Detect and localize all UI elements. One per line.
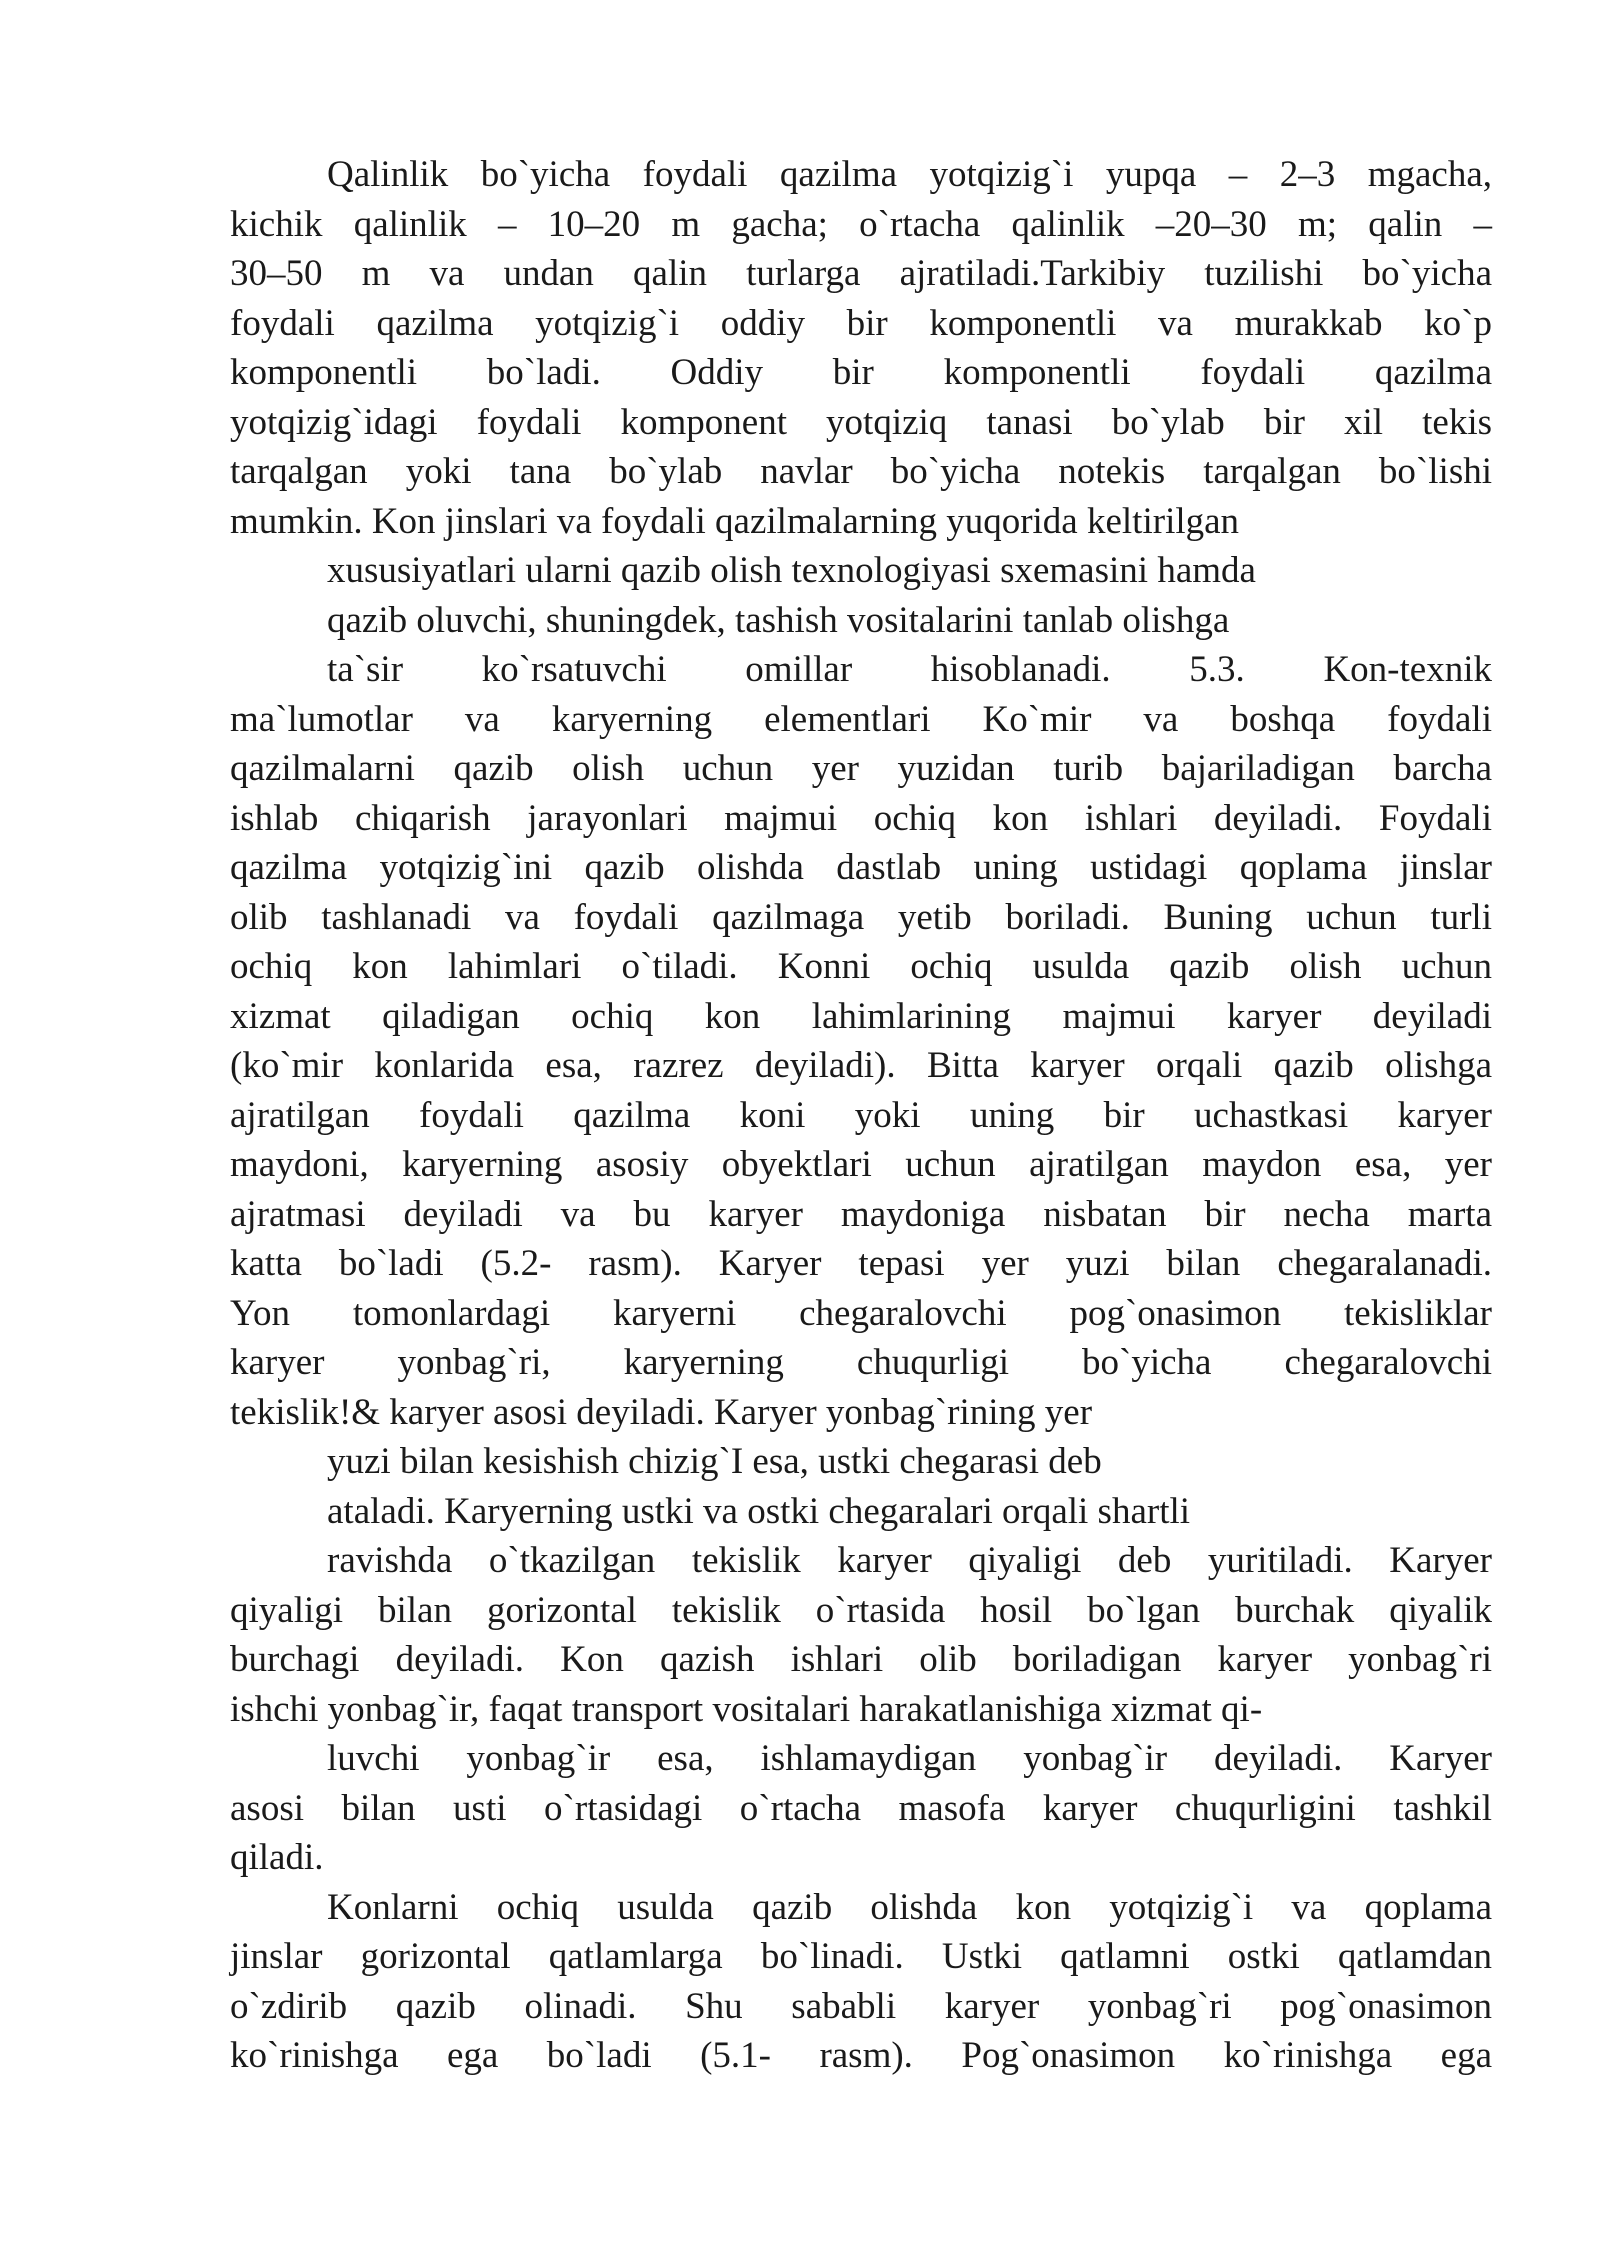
text-line: ravishda o`tkazilgan tekislik karyer qiyaligi deb yuritiladi. Karyer xyxy=(327,1540,1492,1581)
text-line: xususiyatlari ularni qazib olish texnologiyasi sxemasini hamda xyxy=(327,550,1256,591)
text-line: qiyaligi bilan gorizontal tekislik o`rtasida hosil bo`lgan burchak qiyalik xyxy=(230,1589,1492,1631)
text-line: maydoni, karyerning asosiy obyektlari uchun ajratilgan maydon esa, yer xyxy=(230,1144,1492,1185)
text-line: karyer yonbag`ri, karyerning chuqurligi bo`yicha chegaralovchi xyxy=(230,1342,1492,1383)
text-line: xizmat qiladigan ochiq kon lahimlarining majmui karyer deyiladi xyxy=(230,995,1492,1037)
text-line: qiladi. xyxy=(230,1837,324,1878)
text-line: ishlab chiqarish jarayonlari majmui ochiq kon ishlari deyiladi. Foydali xyxy=(230,797,1492,839)
text-line: yotqizig`idagi foydali komponent yotqiziq tanasi bo`ylab bir xil tekis xyxy=(230,401,1492,443)
text-line: o`zdirib qazib olinadi. Shu sababli karyer yonbag`ri pog`onasimon xyxy=(230,1985,1492,2027)
text-line: jinslar gorizontal qatlamlarga bo`linadi. Ustki qatlamni ostki qatlamdan xyxy=(230,1936,1492,1977)
text-line: luvchi yonbag`ir esa, ishlamaydigan yonbag`ir deyiladi. Karyer xyxy=(327,1738,1492,1779)
text-line: ko`rinishga ega bo`ladi (5.1- rasm). Pog`onasimon ko`rinishga ega xyxy=(230,2035,1492,2076)
text-line: qazib oluvchi, shuningdek, tashish vositalarini tanlab olishga xyxy=(327,599,1230,641)
text-line: ajratmasi deyiladi va bu karyer maydoniga nisbatan bir necha marta xyxy=(230,1193,1492,1235)
text-line: ishchi yonbag`ir, faqat transport vositalari harakatlanishiga xizmat qi- xyxy=(230,1688,1263,1730)
document-page xyxy=(230,150,1492,2081)
text-line: 30–50 m va undan qalin turlarga ajratiladi.Tarkibiy tuzilishi bo`yicha xyxy=(230,253,1492,294)
text-line: Qalinlik bo`yicha foydali qazilma yotqizig`i yupqa – 2–3 mgacha, xyxy=(327,154,1492,195)
text-line: qazilma yotqizig`ini qazib olishda dastlab uning ustidagi qoplama jinslar xyxy=(230,847,1492,888)
text-line: (ko`mir konlarida esa, razrez deyiladi). Bitta karyer orqali qazib olishga xyxy=(230,1045,1492,1086)
text-line: mumkin. Kon jinslari va foydali qazilmalarning yuqorida keltirilgan xyxy=(230,500,1240,542)
text-line: komponentli bo`ladi. Oddiy bir komponentli foydali qazilma xyxy=(230,352,1492,393)
text-line: ma`lumotlar va karyerning elementlari Ko`mir va boshqa foydali xyxy=(230,698,1492,740)
text-line: yuzi bilan kesishish chizig`I esa, ustki chegarasi deb xyxy=(327,1441,1102,1482)
text-line: Konlarni ochiq usulda qazib olishda kon yotqizig`i va qoplama xyxy=(327,1886,1492,1928)
text-line: tarqalgan yoki tana bo`ylab navlar bo`yicha notekis tarqalgan bo`lishi xyxy=(230,451,1492,492)
text-line: ajratilgan foydali qazilma koni yoki uning bir uchastkasi karyer xyxy=(230,1094,1492,1136)
text-line: ataladi. Karyerning ustki va ostki chegaralari orqali shartli xyxy=(327,1490,1191,1532)
text-line: ochiq kon lahimlari o`tiladi. Konni ochiq usulda qazib olish uchun xyxy=(230,946,1492,987)
text-line: asosi bilan usti o`rtasidagi o`rtacha masofa karyer chuqurligini tashkil xyxy=(230,1787,1492,1829)
text-line: katta bo`ladi (5.2- rasm). Karyer tepasi yer yuzi bilan chegaralanadi. xyxy=(230,1243,1492,1284)
text-line: kichik qalinlik – 10–20 m gacha; o`rtacha qalinlik –20–30 m; qalin – xyxy=(230,203,1492,245)
text-line: burchagi deyiladi. Kon qazish ishlari olib boriladigan karyer yonbag`ri xyxy=(230,1639,1492,1680)
text-line: qazilmalarni qazib olish uchun yer yuzidan turib bajariladigan barcha xyxy=(230,748,1492,789)
text-line: ta`sir ko`rsatuvchi omillar hisoblanadi. 5.3. Kon-texnik xyxy=(327,649,1492,690)
text-line: foydali qazilma yotqizig`i oddiy bir komponentli va murakkab ko`p xyxy=(230,302,1492,344)
text-line: Yon tomonlardagi karyerni chegaralovchi pog`onasimon tekisliklar xyxy=(230,1292,1492,1334)
text-line: olib tashlanadi va foydali qazilmaga yetib boriladi. Buning uchun turli xyxy=(230,896,1492,938)
text-line: tekislik!& karyer asosi deyiladi. Karyer yonbag`rining yer xyxy=(230,1391,1093,1433)
